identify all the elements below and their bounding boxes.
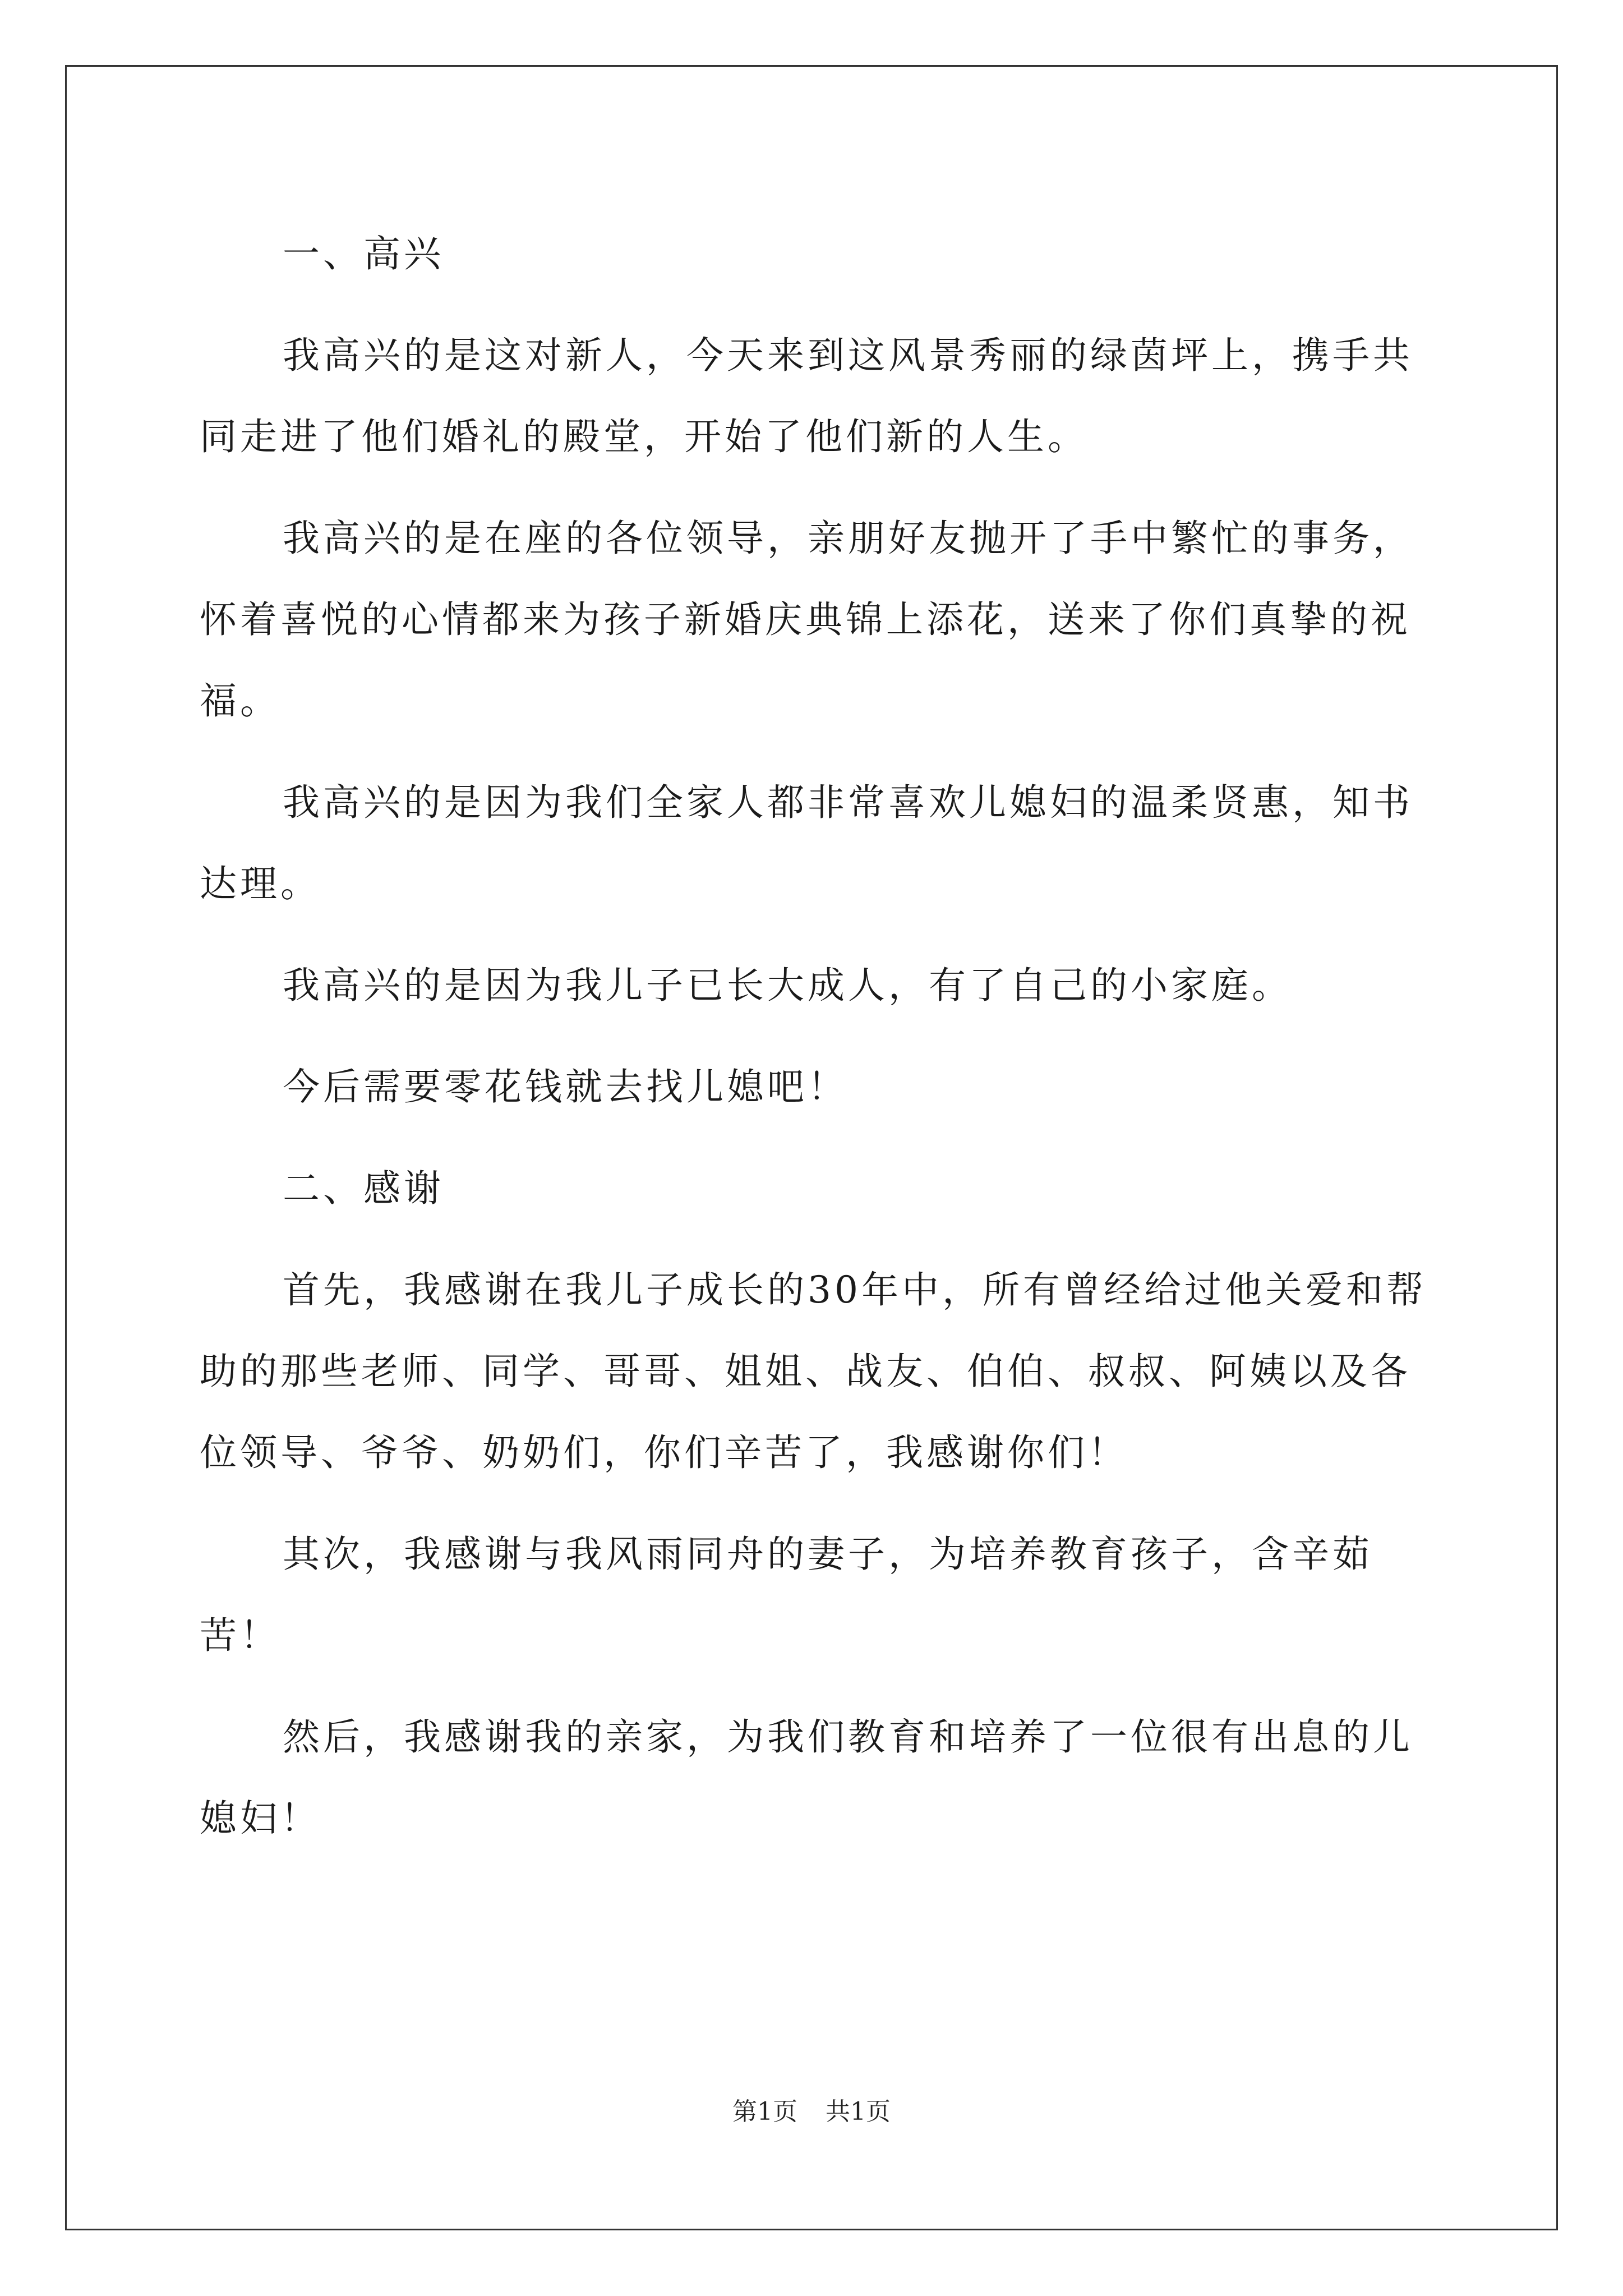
page-number: 第1页 — [732, 2097, 797, 2126]
page-total: 共1页 — [826, 2097, 891, 2126]
page-footer — [0, 2091, 1623, 2127]
paragraph: 我高兴的是因为我们全家人都非常喜欢儿媳妇的温柔贤惠，知书达理。 — [200, 781, 1413, 905]
paragraph: 首先，我感谢在我儿子成长的30年中，所有曾经给过他关爱和帮助的那些老师、同学、哥哥、姐姐、战友、伯伯、叔叔、阿姨以及各位领导、爷爷、奶奶们，你们辛苦了，我感谢你们！ — [200, 1268, 1427, 1474]
paragraph: 其次，我感谢与我风雨同舟的妻子，为培养教育孩子，含辛茹苦！ — [200, 1533, 1373, 1657]
paragraph: 今后需要零花钱就去找儿媳吧！ — [283, 1065, 848, 1108]
heading-ganxie: 二、感谢 — [283, 1167, 444, 1210]
paragraph: 然后，我感谢我的亲家，为我们教育和培养了一位很有出息的儿媳妇！ — [200, 1715, 1413, 1840]
paragraph: 我高兴的是在座的各位领导，亲朋好友抛开了手中繁忙的事务，怀着喜悦的心情都来为孩子新婚庆典锦上添花，送来了你们真挚的祝福。 — [200, 517, 1413, 723]
paragraph: 我高兴的是因为我儿子已长大成人，有了自己的小家庭。 — [283, 964, 1292, 1007]
paragraph: 我高兴的是这对新人，今天来到这风景秀丽的绿茵坪上，携手共同走进了他们婚礼的殿堂，开始了他们新的人生。 — [200, 334, 1413, 458]
heading-gaoxing: 一、高兴 — [283, 232, 444, 275]
document-body — [200, 213, 1439, 1879]
